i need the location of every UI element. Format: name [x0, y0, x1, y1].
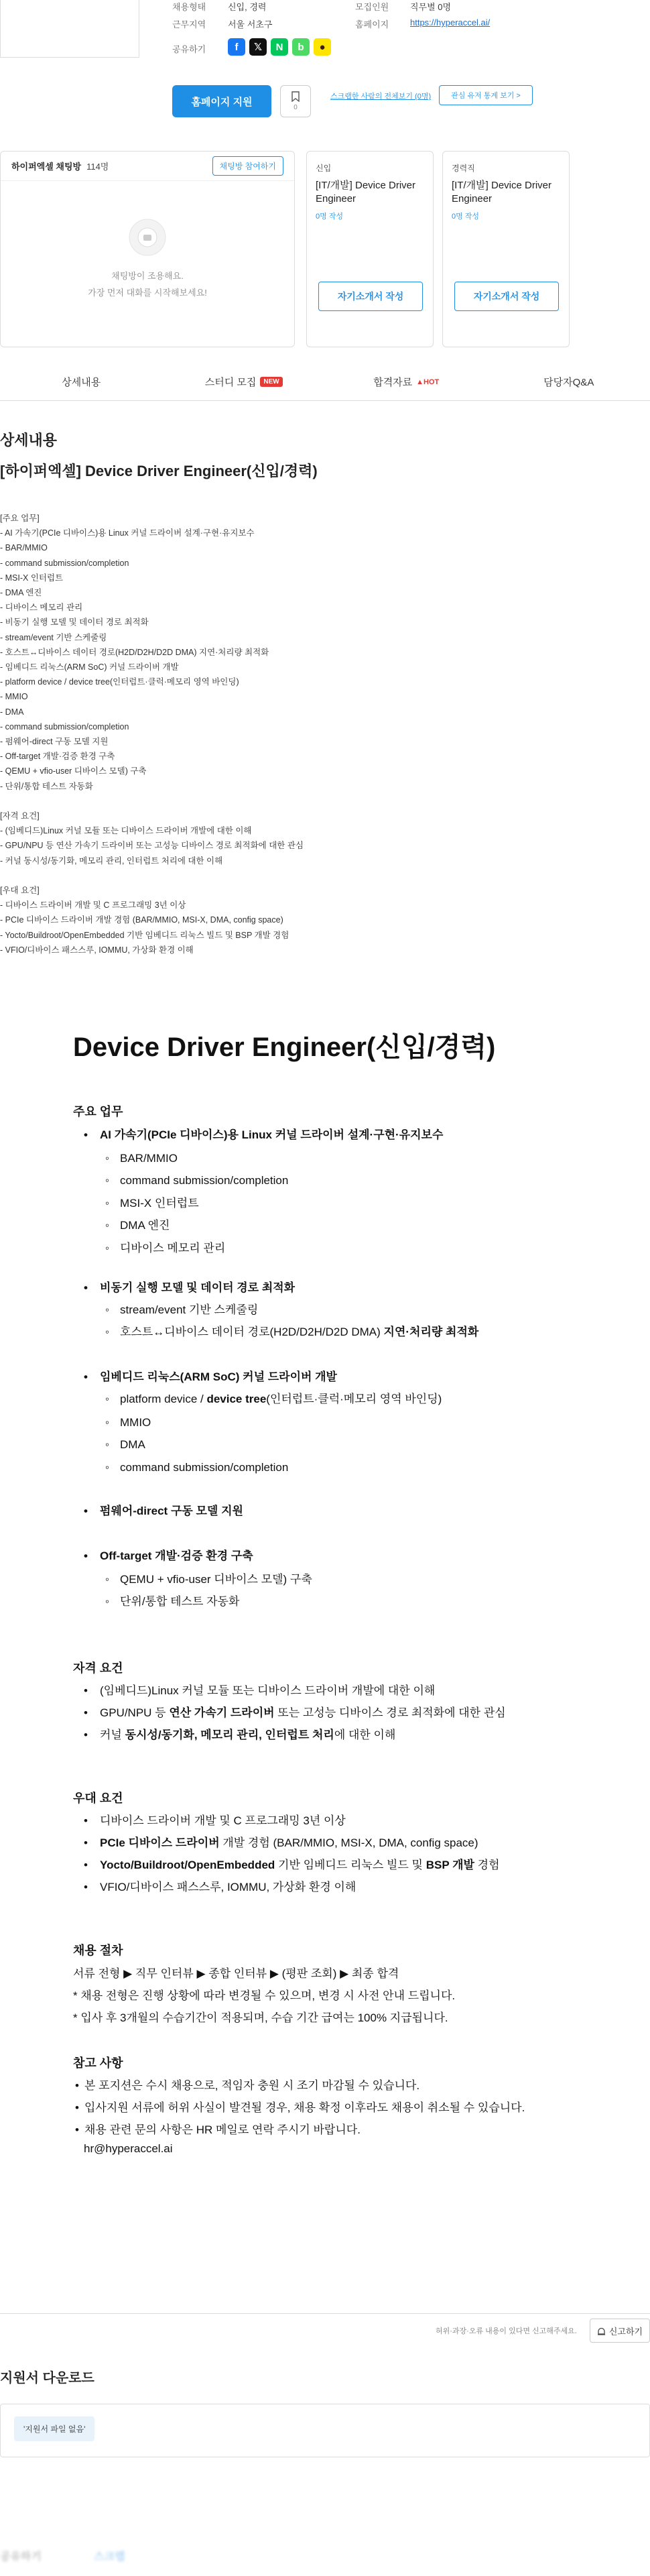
detail-line: - 펌웨어-direct 구동 모델 지원 — [0, 737, 109, 747]
detail-line: - 디바이스 메모리 관리 — [0, 603, 83, 613]
chat-empty-state — [1, 219, 294, 298]
task-text: Off-target 개발·검증 환경 구축 — [100, 1549, 253, 1562]
write-cover-letter-button[interactable]: 자기소개서 작성 — [318, 282, 423, 311]
task-subitem: ◦ stream/event 기반 스케줄링 — [105, 1303, 259, 1316]
detail-line: - GPU/NPU 등 연산 가속기 드라이버 또는 고성능 디바이스 경로 최적화에 대한 관심 — [0, 841, 304, 851]
task-subtext-bold: 지연·처리량 최적화 — [383, 1326, 479, 1338]
note-item: • 채용 관련 문의 사항은 HR 메일로 연락 주시기 바랍니다. — [75, 2123, 361, 2136]
tab-label: 스터디 모집 — [204, 377, 257, 388]
detail-line: - DMA — [0, 707, 24, 717]
task-item: • 펌웨어-direct 구동 모델 지원 — [84, 1505, 243, 1517]
download-heading: 지원서 다운로드 — [0, 2371, 94, 2386]
role-tag: 신입 — [316, 164, 332, 173]
process-heading: 채용 절차 — [73, 1944, 123, 1957]
task-subtext: MMIO — [120, 1416, 151, 1429]
meta-value-headcount: 직무별 0명 — [410, 2, 452, 12]
bullet-icon: ◦ — [105, 1460, 110, 1474]
preferred-item: • 디바이스 드라이버 개발 및 C 프로그래밍 3년 이상 — [84, 1814, 346, 1827]
detail-line: [자격 요건] — [0, 811, 40, 821]
facebook-icon[interactable]: f — [228, 38, 245, 56]
task-subtext: 호스트↔디바이스 데이터 경로(H2D/D2H/D2D DMA) — [120, 1326, 384, 1338]
detail-line: - command submission/completion — [0, 558, 129, 568]
meta-label-type: 채용형태 — [172, 2, 206, 12]
detail-line: - PCIe 디바이스 드라이버 개발 경험 (BAR/MMIO, MSI-X, DMA, config space) — [0, 915, 283, 925]
siren-icon — [597, 2327, 606, 2335]
requirement-text-bold: 연산 가속기 드라이버 — [169, 1706, 275, 1719]
bullet-icon: ◦ — [105, 1219, 110, 1232]
tab-label: 합격자료 — [373, 377, 413, 388]
requirement-text: 에 대한 이해 — [334, 1729, 396, 1741]
detail-line: - AI 가속기(PCIe 디바이스)용 Linux 커널 드라이버 설계·구현·유지보수 — [0, 528, 255, 538]
bullet-icon: ◦ — [105, 1196, 110, 1210]
requirement-item: • (임베디드)Linux 커널 모듈 또는 디바이스 드라이버 개발에 대한 이해 — [84, 1684, 436, 1697]
no-file-chip: '지원서 파일 없음' — [14, 2416, 94, 2441]
report-button-label: 신고하기 — [608, 2326, 643, 2337]
role-card-experienced — [442, 151, 570, 347]
report-button[interactable] — [590, 2319, 650, 2343]
bookmark-icon — [291, 91, 300, 102]
post-title: [하이퍼엑셀] Device Driver Engineer(신입/경력) — [0, 463, 318, 479]
task-subitem: ◦ platform device / device tree(인터럽트·클럭·메모리 영역 바인딩) — [105, 1393, 442, 1405]
write-cover-letter-button[interactable]: 자기소개서 작성 — [454, 282, 559, 311]
detail-line: - VFIO/디바이스 패스스루, IOMMU, 가상화 환경 이해 — [0, 945, 194, 955]
note-text: 본 포지션은 수시 채용으로, 적임자 충원 시 조기 마감될 수 있습니다. — [84, 2079, 420, 2092]
task-subtext: command submission/completion — [120, 1460, 289, 1474]
detail-line: - BAR/MMIO — [0, 543, 48, 553]
join-chat-button[interactable]: 채팅방 참여하기 — [212, 156, 283, 176]
x-icon[interactable]: 𝕏 — [249, 38, 267, 56]
task-subitem — [105, 1214, 288, 1236]
detail-line — [0, 868, 402, 883]
divider — [0, 2313, 650, 2314]
requirement-text-bold: 동시성/동기화, 메모리 관리, 인터럽트 처리 — [125, 1729, 334, 1741]
poster-title: Device Driver Engineer(신입/경력) — [73, 1033, 496, 1062]
detail-line: - 임베디드 리눅스(ARM SoC) 커널 드라이버 개발 — [0, 662, 179, 672]
band-icon[interactable]: b — [292, 38, 310, 56]
detail-line: [우대 요건] — [0, 886, 40, 896]
role-card-newcomer — [306, 151, 434, 347]
requirement-text: 커널 — [100, 1729, 125, 1741]
requirement-item: • 커널 동시성/동기화, 메모리 관리, 인터럽트 처리에 대한 이해 — [84, 1729, 396, 1741]
detail-tabs — [0, 363, 650, 401]
task-text: 임베디드 리눅스(ARM SoC) 커널 드라이버 개발 — [100, 1370, 337, 1383]
task-subtext: 디바이스 메모리 관리 — [120, 1241, 226, 1254]
preferred-heading: 우대 요건 — [73, 1792, 123, 1805]
meta-value-location: 서울 서초구 — [228, 19, 273, 30]
task-subtext: QEMU + vfio-user 디바이스 모델) 구축 — [120, 1573, 312, 1586]
detail-line: - command submission/completion — [0, 721, 129, 731]
tab-passed-materials[interactable] — [325, 363, 488, 400]
requirement-text: (임베디드)Linux 커널 모듈 또는 디바이스 드라이버 개발에 대한 이해 — [100, 1684, 436, 1697]
task-subitem — [105, 1411, 288, 1433]
meta-label-location: 근무지역 — [172, 19, 206, 30]
bullet-icon: ◦ — [105, 1595, 110, 1608]
detail-line: - stream/event 기반 스케줄링 — [0, 632, 107, 642]
task-subitem — [105, 1147, 288, 1169]
task-text: AI 가속기(PCIe 디바이스)용 Linux 커널 드라이버 설계·구현·유지보수 — [100, 1128, 444, 1141]
main-tasks-heading: 주요 업무 — [73, 1105, 123, 1118]
preferred-text-bold: BSP 개발 — [426, 1859, 474, 1871]
interest-stats-button[interactable]: 관심 유저 통계 보기 > — [439, 85, 533, 105]
bullet-icon: ◦ — [105, 1573, 110, 1586]
detail-line: - MSI-X 인터럽트 — [0, 573, 64, 583]
task-sublist — [105, 1411, 288, 1478]
tab-study[interactable] — [163, 363, 326, 400]
note-item: • 본 포지션은 수시 채용으로, 적임자 충원 시 조기 마감될 수 있습니다. — [75, 2079, 420, 2092]
bookmark-button[interactable] — [280, 85, 311, 117]
chat-room-header — [1, 152, 294, 181]
task-sublist — [105, 1147, 288, 1259]
detail-line: - 커널 동시성/동기화, 메모리 관리, 인터럽트 처리에 대한 이해 — [0, 856, 223, 866]
preferred-text: 디바이스 드라이버 개발 및 C 프로그래밍 3년 이상 — [100, 1814, 346, 1827]
preferred-item: • PCIe 디바이스 드라이버 개발 경험 (BAR/MMIO, MSI-X, DMA, config space) — [84, 1836, 478, 1849]
task-item: • 임베디드 리눅스(ARM SoC) 커널 드라이버 개발 — [84, 1370, 337, 1383]
tab-label: 담당자Q&A — [543, 377, 594, 388]
task-subtext-bold: device tree — [206, 1393, 267, 1405]
download-box — [0, 2404, 650, 2457]
chat-empty-line1: 채팅방이 조용해요. — [111, 271, 184, 281]
requirement-text: GPU/NPU 등 — [100, 1706, 170, 1719]
preferred-text-bold: PCIe 디바이스 드라이버 — [100, 1836, 220, 1849]
requirements-heading: 자격 요건 — [73, 1661, 123, 1675]
task-text: 비동기 실행 모델 및 데이터 경로 최적화 — [100, 1281, 296, 1294]
detail-line: - (임베디드)Linux 커널 모듈 또는 디바이스 드라이버 개발에 대한 이해 — [0, 826, 252, 836]
detail-line: - 디바이스 드라이버 개발 및 C 프로그래밍 3년 이상 — [0, 900, 186, 911]
task-item: • AI 가속기(PCIe 디바이스)용 Linux 커널 드라이버 설계·구현·유지보수 — [84, 1128, 444, 1141]
naver-icon[interactable]: N — [271, 38, 288, 56]
bookmark-count: 0 — [294, 104, 298, 111]
role-tag: 경력직 — [452, 164, 475, 173]
meta-label-homepage: 홈페이지 — [355, 19, 389, 30]
chat-empty-icon — [129, 219, 166, 256]
task-subtext: DMA 엔진 — [120, 1219, 170, 1232]
preferred-text-bold: Yocto/Buildroot/OpenEmbedded — [100, 1859, 275, 1871]
chat-room-title: 하이퍼엑셀 채팅방 — [11, 162, 82, 172]
tab-label: 상세내용 — [62, 377, 101, 388]
task-subtext: DMA — [120, 1438, 145, 1452]
task-subitem — [105, 1590, 312, 1613]
task-subtext: (인터럽트·클럭·메모리 영역 바인딩) — [266, 1393, 442, 1405]
task-subtext: BAR/MMIO — [120, 1152, 178, 1165]
task-subitem: ◦ 호스트↔디바이스 데이터 경로(H2D/D2H/D2D DMA) 지연·처리량 최적화 — [105, 1326, 479, 1338]
task-text: 펌웨어-direct 구동 모델 지원 — [100, 1505, 243, 1517]
chat-room-count: 114명 — [86, 162, 109, 172]
tab-detail[interactable] — [0, 363, 163, 400]
detail-line: - Off-target 개발·검증 환경 구축 — [0, 752, 115, 762]
bullet-icon: ◦ — [105, 1241, 110, 1254]
preferred-text: VFIO/디바이스 패스스루, IOMMU, 가상화 환경 이해 — [100, 1881, 356, 1893]
meta-value-type: 신입, 경력 — [228, 2, 267, 12]
preferred-item: • VFIO/디바이스 패스스루, IOMMU, 가상화 환경 이해 — [84, 1881, 356, 1893]
meta-label-share: 공유하기 — [172, 44, 206, 54]
role-count: 0명 작성 — [316, 212, 344, 221]
hr-email[interactable]: hr@hyperaccel.ai — [84, 2142, 173, 2155]
chat-room-card — [0, 151, 295, 347]
task-subitem — [105, 1456, 288, 1478]
company-logo-card — [0, 0, 139, 58]
detail-line: - 호스트↔디바이스 데이터 경로(H2D/D2H/D2D DMA) 지연·처리량 최적화 — [0, 647, 269, 657]
requirement-text: 또는 고성능 디바이스 경로 최적화에 대한 관심 — [274, 1706, 506, 1719]
preferred-item: • Yocto/Buildroot/OpenEmbedded 기반 임베디드 리눅스 빌드 및 BSP 개발 경험 — [84, 1859, 500, 1871]
chat-empty-line2: 가장 먼저 대화를 시작해보세요! — [88, 288, 207, 298]
new-badge: NEW — [260, 377, 282, 387]
process-line: 서류 전형 ▶ 직무 인터뷰 ▶ 종합 인터뷰 ▶ (평판 조회) ▶ 최종 합격 — [73, 1967, 399, 1980]
footer-left: 공유하기 — [0, 2551, 42, 2563]
task-subtext: 단위/통합 테스트 자동화 — [120, 1595, 240, 1608]
detail-line: - 단위/통합 테스트 자동화 — [0, 781, 93, 791]
detail-heading: 상세내용 — [0, 432, 58, 449]
task-sublist — [105, 1568, 312, 1613]
role-count: 0명 작성 — [452, 212, 480, 221]
process-note: * 채용 전형은 진행 상황에 따라 변경될 수 있으며, 변경 시 사전 안내 드립니다. — [73, 1989, 456, 2002]
scrap-users-link[interactable]: 스크랩한 사람의 전체보기 (0명) — [330, 93, 432, 101]
task-subitem — [105, 1568, 312, 1590]
detail-line: - MMIO — [0, 692, 28, 702]
note-text: 채용 관련 문의 사항은 HR 메일로 연락 주시기 바랍니다. — [84, 2123, 361, 2136]
detail-text-block — [0, 511, 402, 957]
task-item: • Off-target 개발·검증 환경 구축 — [84, 1549, 253, 1562]
share-icons — [228, 38, 331, 56]
note-item: • 입사지원 서류에 허위 사실이 발견될 경우, 채용 확정 이후라도 채용이 취소될 수 있습니다. — [75, 2101, 525, 2114]
bullet-icon: ◦ — [105, 1174, 110, 1187]
role-title: [IT/개발] Device Driver Engineer — [452, 180, 551, 205]
detail-line: [주요 업무] — [0, 514, 40, 523]
homepage-link[interactable]: https://hyperaccel.ai/ — [410, 17, 491, 27]
task-subitem — [105, 1169, 288, 1191]
footer-right: 스크랩 — [94, 2551, 125, 2563]
requirement-item: • GPU/NPU 등 연산 가속기 드라이버 또는 고성능 디바이스 경로 최적화에 대한 관심 — [84, 1706, 506, 1719]
preferred-text: 경험 — [474, 1859, 500, 1871]
detail-line: - DMA 엔진 — [0, 588, 42, 598]
hot-badge: ▲HOT — [416, 377, 440, 386]
task-subtext: MSI-X 인터럽트 — [120, 1196, 199, 1210]
meta-label-headcount: 모집인원 — [355, 2, 389, 12]
task-subitem — [105, 1237, 288, 1259]
detail-line: - platform device / device tree(인터럽트·클럭·메모리 영역 바인딩) — [0, 677, 239, 687]
report-note: 허위·과장·오류 내용이 있다면 신고해주세요. — [436, 2327, 577, 2335]
role-title: [IT/개발] Device Driver Engineer — [316, 180, 415, 205]
task-item: • 비동기 실행 모델 및 데이터 경로 최적화 — [84, 1281, 296, 1294]
detail-line — [0, 794, 402, 809]
preferred-text: 기반 임베디드 리눅스 빌드 및 — [275, 1859, 426, 1871]
preferred-text: 개발 경험 (BAR/MMIO, MSI-X, DMA, config space) — [219, 1836, 478, 1849]
task-subtext: command submission/completion — [120, 1174, 289, 1187]
note-text: 입사지원 서류에 허위 사실이 발견될 경우, 채용 확정 이후라도 채용이 취소될 수 있습니다. — [84, 2101, 525, 2114]
task-subitem — [105, 1433, 288, 1456]
notes-heading: 참고 사항 — [73, 2056, 123, 2070]
task-subtext: stream/event 기반 스케줄링 — [120, 1303, 259, 1316]
process-note: * 입사 후 3개월의 수습기간이 적용되며, 수습 기간 급여는 100% 지급됩니다. — [73, 2011, 448, 2024]
tab-qna[interactable] — [488, 363, 650, 400]
detail-line: - Yocto/Buildroot/OpenEmbedded 기반 임베디드 리눅스 빌드 및 BSP 개발 경험 — [0, 930, 289, 940]
detail-line: - 비동기 실행 모델 및 데이터 경로 최적화 — [0, 618, 149, 628]
kakaotalk-icon[interactable]: ● — [314, 38, 331, 56]
bullet-icon: ◦ — [105, 1438, 110, 1452]
bullet-icon: ◦ — [105, 1152, 110, 1165]
task-subtext: platform device / — [120, 1393, 207, 1405]
task-subitem — [105, 1192, 288, 1214]
bullet-icon: ◦ — [105, 1416, 110, 1429]
homepage-apply-button[interactable]: 홈페이지 지원 — [172, 85, 271, 117]
detail-line: - QEMU + vfio-user 디바이스 모델) 구축 — [0, 766, 147, 776]
